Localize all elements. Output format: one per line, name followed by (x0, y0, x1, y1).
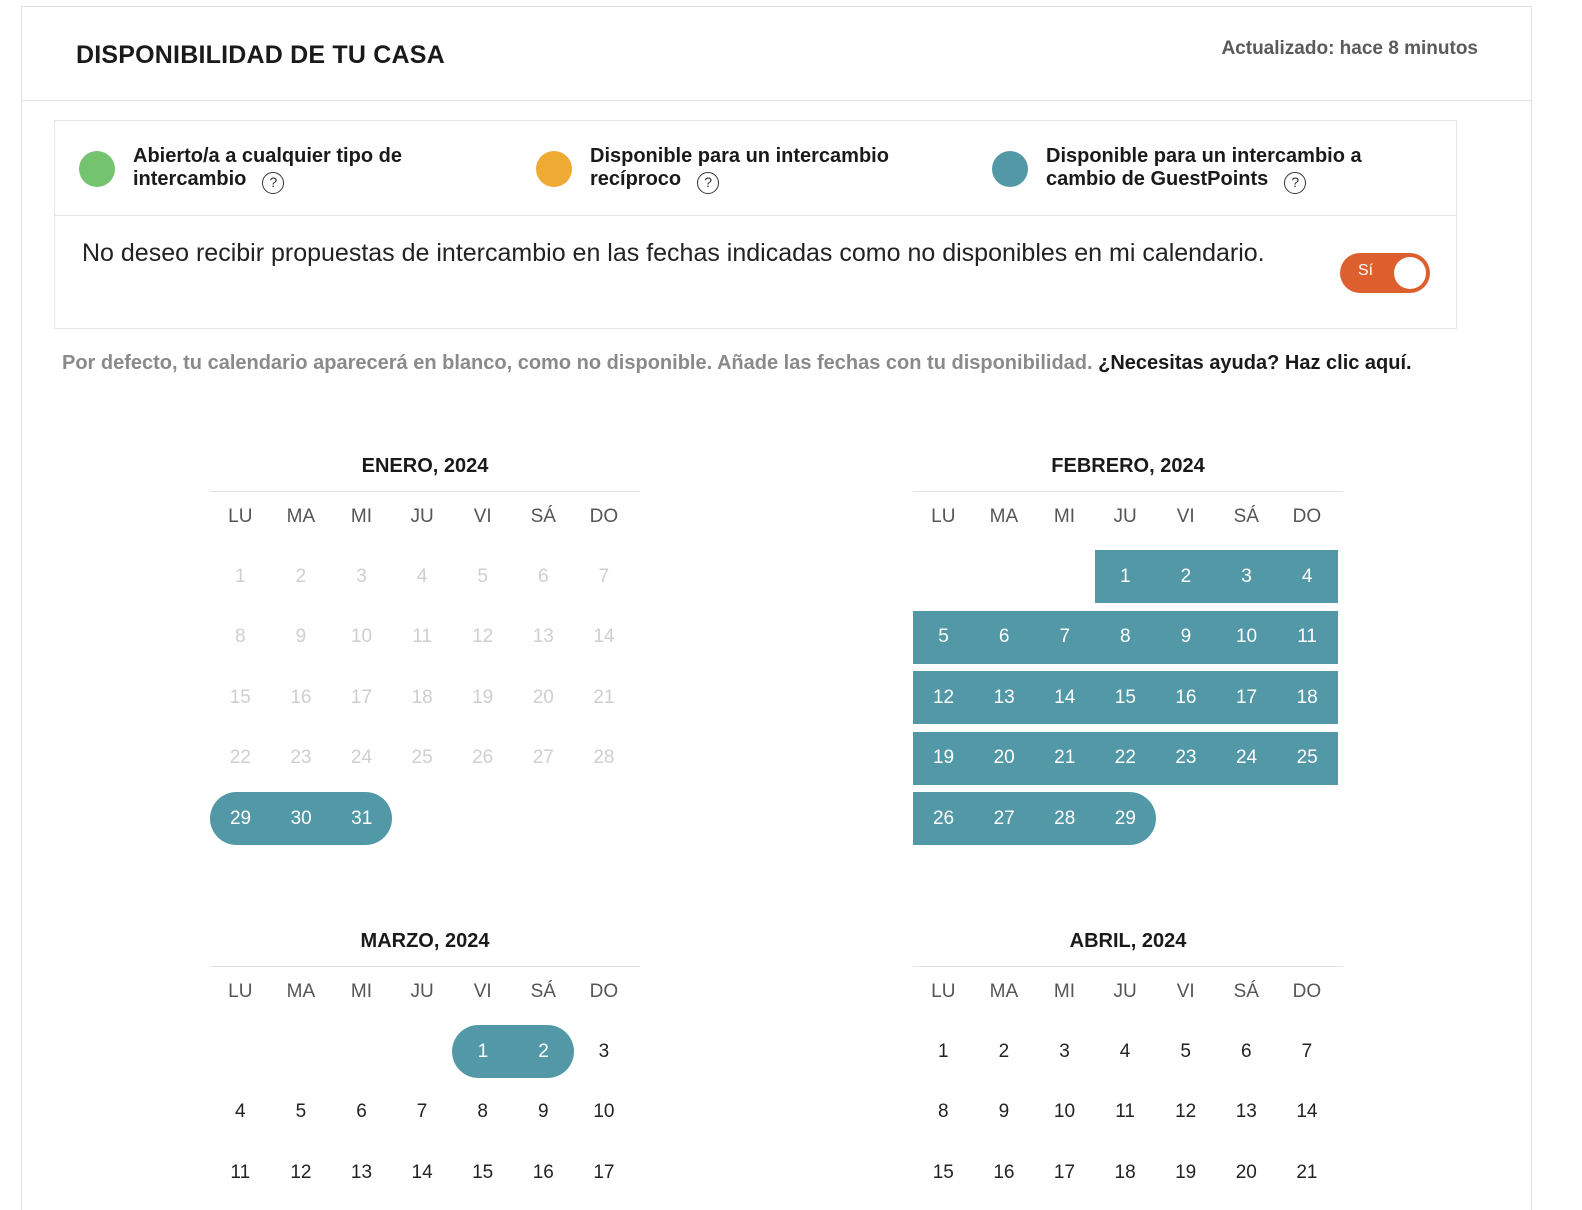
calendar-day[interactable]: 14 (411, 1161, 433, 1183)
preference-text: No deseo recibir propuestas de intercambio en las fechas indicadas como no disponibles en mi calendario. (82, 239, 1265, 267)
weekday-header (913, 981, 1343, 1011)
weekday-header (210, 981, 640, 1011)
calendar-day[interactable]: 7 (1301, 1040, 1313, 1062)
calendar-day[interactable]: 7 (416, 1101, 428, 1123)
calendar-day[interactable]: 6 (1241, 1040, 1252, 1062)
card-header (22, 7, 1531, 101)
weekday-label: MI (350, 981, 373, 1002)
calendar-day[interactable]: 2 (998, 1040, 1010, 1062)
weekday-label: DO (589, 981, 619, 1002)
calendar-day[interactable]: 1 (452, 1025, 513, 1078)
weekday-label: DO (1292, 981, 1322, 1002)
legend-label-line1: Disponible para un intercambio (590, 145, 889, 167)
legend-item-reciprocal (536, 145, 889, 194)
orange-dot-icon (536, 151, 572, 187)
calendar-day[interactable]: 9 (1155, 611, 1216, 664)
calendar-day[interactable]: 10 (1216, 611, 1277, 664)
calendar-day[interactable]: 17 (1053, 1161, 1076, 1183)
calendar-day: 6 (538, 565, 549, 587)
calendar-day[interactable]: 15 (932, 1161, 954, 1183)
weekday-label: MI (1053, 506, 1076, 527)
calendar-day[interactable]: 16 (993, 1161, 1015, 1183)
weekday-label: JU (1113, 981, 1137, 1002)
calendar-day[interactable]: 15 (472, 1161, 494, 1183)
weekday-label: SÁ (530, 981, 556, 1002)
calendar-day[interactable]: 12 (290, 1161, 312, 1183)
calendar-day: 16 (290, 686, 312, 708)
calendar-day[interactable]: 11 (1277, 611, 1338, 664)
month-title: ENERO, 2024 (210, 454, 640, 492)
calendar-day: 2 (295, 565, 307, 587)
calendar-day: 4 (416, 565, 428, 587)
calendar-day[interactable]: 8 (1095, 611, 1156, 664)
calendar-day[interactable]: 16 (532, 1161, 554, 1183)
calendar-day: 28 (593, 747, 615, 769)
legend-item-guestpoints (992, 145, 1362, 194)
legend-label-line2: recíproco (590, 168, 682, 190)
weekday-label: VI (473, 981, 492, 1002)
calendar-day[interactable]: 16 (1155, 671, 1216, 724)
calendar-day[interactable]: 14 (1034, 671, 1095, 724)
calendar-day[interactable]: 11 (1115, 1101, 1135, 1123)
calendar-day[interactable]: 5 (913, 611, 974, 664)
weekday-label: JU (410, 981, 434, 1002)
calendar-day[interactable]: 12 (913, 671, 974, 724)
calendar-day[interactable]: 21 (1296, 1161, 1318, 1183)
calendar-day[interactable]: 14 (1296, 1101, 1318, 1123)
calendar-day[interactable]: 9 (538, 1101, 549, 1123)
calendar-day: 7 (598, 565, 610, 587)
calendar-day: 14 (593, 626, 615, 648)
calendar-day[interactable]: 24 (1216, 732, 1277, 785)
calendar-day: 25 (411, 747, 433, 769)
calendar-day[interactable]: 8 (477, 1101, 488, 1123)
calendar-day: 12 (472, 626, 494, 648)
weekday-label: DO (1292, 506, 1322, 527)
calendar-day[interactable]: 4 (1277, 550, 1338, 603)
calendar-month (210, 454, 640, 829)
calendar-day: 22 (229, 747, 251, 769)
weekday-label: JU (1113, 506, 1137, 527)
calendar-day[interactable]: 3 (1216, 550, 1277, 603)
calendar-day[interactable]: 25 (1277, 732, 1338, 785)
legend-label-line1: Abierto/a a cualquier tipo de (133, 145, 402, 167)
calendar-month (913, 454, 1343, 829)
help-icon[interactable]: ? (697, 172, 719, 194)
preference-toggle[interactable] (1340, 253, 1430, 293)
calendar-day[interactable]: 27 (974, 792, 1035, 845)
calendar-day[interactable]: 13 (974, 671, 1035, 724)
calendar-day[interactable]: 15 (1095, 671, 1156, 724)
calendar-day[interactable]: 17 (593, 1161, 615, 1183)
calendar-day[interactable]: 13 (1235, 1101, 1257, 1123)
calendar-day: 27 (532, 747, 554, 769)
calendar-day: 15 (229, 686, 251, 708)
calendar-day[interactable]: 20 (1235, 1161, 1257, 1183)
page-title: DISPONIBILIDAD DE TU CASA (76, 41, 445, 69)
weekday-label: SÁ (1233, 981, 1259, 1002)
calendar-day: 11 (412, 626, 432, 648)
weekday-label: LU (228, 981, 253, 1002)
weekday-label: LU (931, 506, 956, 527)
legend-label-line1: Disponible para un intercambio a (1046, 145, 1362, 167)
legend-label-line2: intercambio (133, 168, 247, 190)
legend-item-open (79, 145, 402, 194)
calendar-day[interactable]: 1 (1095, 550, 1156, 603)
help-icon[interactable]: ? (1284, 172, 1306, 194)
calendar-day[interactable]: 7 (1034, 611, 1095, 664)
last-updated-text: Actualizado: hace 8 minutos (1221, 38, 1478, 59)
calendar-day[interactable]: 3 (1059, 1040, 1070, 1062)
calendar-day[interactable]: 21 (1034, 732, 1095, 785)
calendar-day[interactable]: 2 (513, 1025, 574, 1078)
calendar-month (913, 929, 1343, 1183)
calendar-day[interactable]: 29 (1095, 792, 1156, 845)
calendar-day[interactable]: 12 (1175, 1101, 1197, 1123)
calendar-day[interactable]: 2 (1155, 550, 1216, 603)
calendar-day[interactable]: 4 (235, 1101, 246, 1123)
calendar-day[interactable]: 28 (1034, 792, 1095, 845)
calendar-day[interactable]: 6 (356, 1101, 367, 1123)
calendar-day: 10 (350, 626, 373, 648)
calendar-day[interactable]: 9 (998, 1101, 1010, 1123)
calendar-day[interactable]: 23 (1155, 732, 1216, 785)
weekday-label: DO (589, 506, 619, 527)
calendar-day[interactable]: 18 (1277, 671, 1338, 724)
calendar-day: 18 (411, 686, 433, 708)
calendar-day[interactable]: 19 (1175, 1161, 1197, 1183)
calendar-day[interactable]: 30 (271, 792, 332, 845)
calendar-day: 26 (472, 747, 494, 769)
weekday-label: MA (989, 981, 1019, 1002)
calendar-day[interactable]: 8 (938, 1101, 949, 1123)
calendar-day[interactable]: 6 (974, 611, 1035, 664)
calendar-day: 3 (356, 565, 367, 587)
weekday-label: JU (410, 506, 434, 527)
weekday-header (913, 506, 1343, 536)
calendar-day[interactable]: 4 (1119, 1040, 1131, 1062)
calendar-day[interactable]: 11 (230, 1161, 251, 1183)
calendar-day: 23 (290, 747, 312, 769)
calendar-day[interactable]: 17 (1216, 671, 1277, 724)
green-dot-icon (79, 151, 115, 187)
toggle-knob (1394, 257, 1426, 289)
month-title: ABRIL, 2024 (913, 929, 1343, 967)
calendar-day[interactable]: 29 (210, 792, 271, 845)
calendar-day: 5 (477, 565, 488, 587)
calendar-day: 1 (235, 565, 246, 587)
calendar-month (210, 929, 640, 1183)
calendar-day: 20 (532, 686, 554, 708)
help-icon[interactable]: ? (262, 172, 284, 194)
calendar-day[interactable]: 26 (913, 792, 974, 845)
help-link[interactable]: ¿Necesitas ayuda? Haz clic aquí. (1098, 352, 1412, 374)
teal-dot-icon (992, 151, 1028, 187)
weekday-label: VI (1176, 506, 1195, 527)
weekday-label: LU (931, 981, 956, 1002)
weekday-label: VI (1176, 981, 1195, 1002)
weekday-label: SÁ (530, 506, 556, 527)
calendar-day[interactable]: 10 (593, 1101, 615, 1123)
calendar-day[interactable]: 13 (350, 1161, 373, 1183)
calendar-day[interactable]: 18 (1114, 1161, 1136, 1183)
calendar-day[interactable]: 22 (1095, 732, 1156, 785)
toggle-label: Sí (1358, 262, 1374, 279)
unavailable-preference (54, 215, 1457, 329)
calendar-day[interactable]: 5 (295, 1101, 307, 1123)
calendar-day[interactable]: 31 (331, 792, 392, 845)
calendar-day: 13 (532, 626, 554, 648)
calendar-day: 24 (350, 747, 373, 769)
calendar-day: 9 (295, 626, 307, 648)
weekday-label: MA (989, 506, 1019, 527)
calendar-day[interactable]: 5 (1180, 1040, 1191, 1062)
weekday-label: VI (473, 506, 492, 527)
info-text (62, 348, 1442, 379)
calendar-day: 17 (350, 686, 373, 708)
month-title: MARZO, 2024 (210, 929, 640, 967)
legend (54, 120, 1457, 215)
calendar-day[interactable]: 10 (1053, 1101, 1076, 1123)
info-description: Por defecto, tu calendario aparecerá en blanco, como no disponible. Añade las fechas con tu disponibilidad. (62, 352, 1093, 374)
month-title: FEBRERO, 2024 (913, 454, 1343, 492)
calendar-day[interactable]: 19 (913, 732, 974, 785)
weekday-label: SÁ (1233, 506, 1259, 527)
weekday-label: LU (228, 506, 253, 527)
weekday-label: MI (1053, 981, 1076, 1002)
calendar-day: 8 (235, 626, 246, 648)
weekday-label: MA (286, 981, 316, 1002)
legend-label-line2: cambio de GuestPoints (1046, 168, 1269, 190)
calendar-day[interactable]: 20 (974, 732, 1035, 785)
calendar-day[interactable]: 3 (598, 1040, 610, 1062)
calendar-day: 19 (472, 686, 494, 708)
weekday-label: MA (286, 506, 316, 527)
weekday-header (210, 506, 640, 536)
weekday-label: MI (350, 506, 373, 527)
calendar-day[interactable]: 1 (938, 1040, 949, 1062)
calendar-day: 21 (593, 686, 615, 708)
